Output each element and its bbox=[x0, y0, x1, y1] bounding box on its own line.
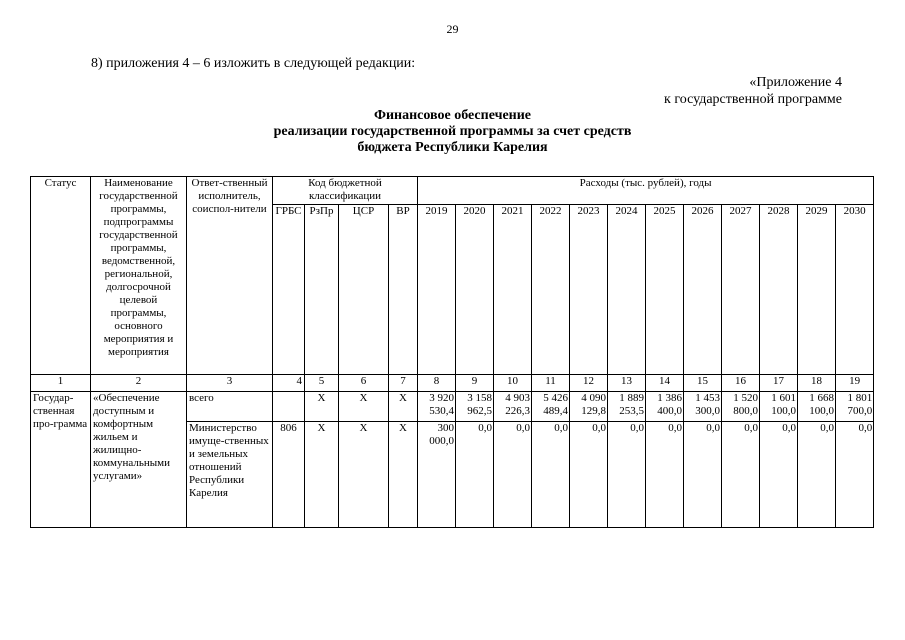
column-number: 10 bbox=[494, 375, 532, 392]
annex-line-2: к государственной программе bbox=[664, 92, 842, 107]
header-year: 2028 bbox=[760, 205, 798, 375]
header-year: 2024 bbox=[608, 205, 646, 375]
header-year: 2023 bbox=[570, 205, 608, 375]
header-row-1 bbox=[31, 177, 874, 205]
amount-cell: 0,0 bbox=[608, 422, 646, 528]
program-name: «Обеспечение доступным и комфортным жильем и жилищно-коммунальными услугами» bbox=[91, 392, 187, 528]
header-year: 2021 bbox=[494, 205, 532, 375]
amount-cell: 0,0 bbox=[760, 422, 798, 528]
code-cell: Х bbox=[389, 422, 418, 528]
amount-cell: 0,0 bbox=[798, 422, 836, 528]
code-cell bbox=[273, 392, 305, 422]
amount-cell: 0,0 bbox=[684, 422, 722, 528]
header-year: 2030 bbox=[836, 205, 874, 375]
header-code-csr: ЦСР bbox=[339, 205, 389, 375]
amount-cell: 1 801 700,0 bbox=[836, 392, 874, 422]
amount-cell: 4 903 226,3 bbox=[494, 392, 532, 422]
executor-cell: всего bbox=[187, 392, 273, 422]
column-number: 17 bbox=[760, 375, 798, 392]
amount-cell: 4 090 129,8 bbox=[570, 392, 608, 422]
program-status: Государ-ственная про-грамма bbox=[31, 392, 91, 528]
column-number: 2 bbox=[91, 375, 187, 392]
amount-cell: 1 601 100,0 bbox=[760, 392, 798, 422]
document-title bbox=[0, 108, 905, 156]
header-year: 2027 bbox=[722, 205, 760, 375]
column-number: 6 bbox=[339, 375, 389, 392]
amount-cell: 0,0 bbox=[494, 422, 532, 528]
header-name: Наименование государственной программы, подпрограммы государственной программы, ведомственной, региональной, долгосрочной целевой программы, основного мероприятия и мероприятия bbox=[91, 177, 187, 375]
code-cell: Х bbox=[339, 422, 389, 528]
code-cell: 806 bbox=[273, 422, 305, 528]
column-number: 8 bbox=[418, 375, 456, 392]
header-year: 2022 bbox=[532, 205, 570, 375]
code-cell: Х bbox=[305, 392, 339, 422]
column-number: 15 bbox=[684, 375, 722, 392]
amount-cell: 300 000,0 bbox=[418, 422, 456, 528]
amount-cell: 1 453 300,0 bbox=[684, 392, 722, 422]
annex-heading bbox=[664, 74, 842, 108]
table-row bbox=[31, 392, 874, 422]
column-number: 14 bbox=[646, 375, 684, 392]
column-number: 16 bbox=[722, 375, 760, 392]
header-expenses: Расходы (тыс. рублей), годы bbox=[418, 177, 874, 205]
amount-cell: 1 889 253,5 bbox=[608, 392, 646, 422]
code-cell: Х bbox=[305, 422, 339, 528]
header-code-rzpr: РзПр bbox=[305, 205, 339, 375]
code-cell: Х bbox=[339, 392, 389, 422]
column-numbering-row bbox=[31, 375, 874, 392]
header-year: 2029 bbox=[798, 205, 836, 375]
amount-cell: 3 158 962,5 bbox=[456, 392, 494, 422]
amount-cell: 0,0 bbox=[646, 422, 684, 528]
title-line-1: Финансовое обеспечение bbox=[373, 108, 532, 123]
column-number: 4 bbox=[273, 375, 305, 392]
header-code-vr: ВР bbox=[389, 205, 418, 375]
column-number: 1 bbox=[31, 375, 91, 392]
column-number: 7 bbox=[389, 375, 418, 392]
column-number: 18 bbox=[798, 375, 836, 392]
amount-cell: 0,0 bbox=[532, 422, 570, 528]
header-year: 2019 bbox=[418, 205, 456, 375]
title-line-2: реализации государственной программы за счет средств bbox=[273, 124, 632, 139]
title-line-3: бюджета Республики Карелия bbox=[357, 140, 548, 155]
column-number: 11 bbox=[532, 375, 570, 392]
annex-line-1: «Приложение 4 bbox=[749, 75, 842, 90]
executor-cell: Министерство имуще-ственных и земельных отношений Республики Карелия bbox=[187, 422, 273, 528]
intro-text: 8) приложения 4 – 6 изложить в следующей редакции: bbox=[91, 56, 416, 71]
finance-table bbox=[30, 176, 874, 528]
column-number: 13 bbox=[608, 375, 646, 392]
column-number: 19 bbox=[836, 375, 874, 392]
header-year: 2020 bbox=[456, 205, 494, 375]
header-code-grbs: ГРБС bbox=[273, 205, 305, 375]
header-year: 2025 bbox=[646, 205, 684, 375]
column-number: 9 bbox=[456, 375, 494, 392]
amount-cell: 3 920 530,4 bbox=[418, 392, 456, 422]
header-status: Статус bbox=[31, 177, 91, 375]
column-number: 12 bbox=[570, 375, 608, 392]
amount-cell: 0,0 bbox=[722, 422, 760, 528]
page-number: 29 bbox=[446, 22, 459, 36]
amount-cell: 1 520 800,0 bbox=[722, 392, 760, 422]
header-executor: Ответ-ственный исполнитель, соиспол-нители bbox=[187, 177, 273, 375]
amount-cell: 0,0 bbox=[836, 422, 874, 528]
amount-cell: 5 426 489,4 bbox=[532, 392, 570, 422]
code-cell: Х bbox=[389, 392, 418, 422]
column-number: 3 bbox=[187, 375, 273, 392]
amount-cell: 1 668 100,0 bbox=[798, 392, 836, 422]
column-number: 5 bbox=[305, 375, 339, 392]
amount-cell: 1 386 400,0 bbox=[646, 392, 684, 422]
amount-cell: 0,0 bbox=[456, 422, 494, 528]
header-year: 2026 bbox=[684, 205, 722, 375]
header-budget-code: Код бюджетной классификации bbox=[273, 177, 418, 205]
amount-cell: 0,0 bbox=[570, 422, 608, 528]
